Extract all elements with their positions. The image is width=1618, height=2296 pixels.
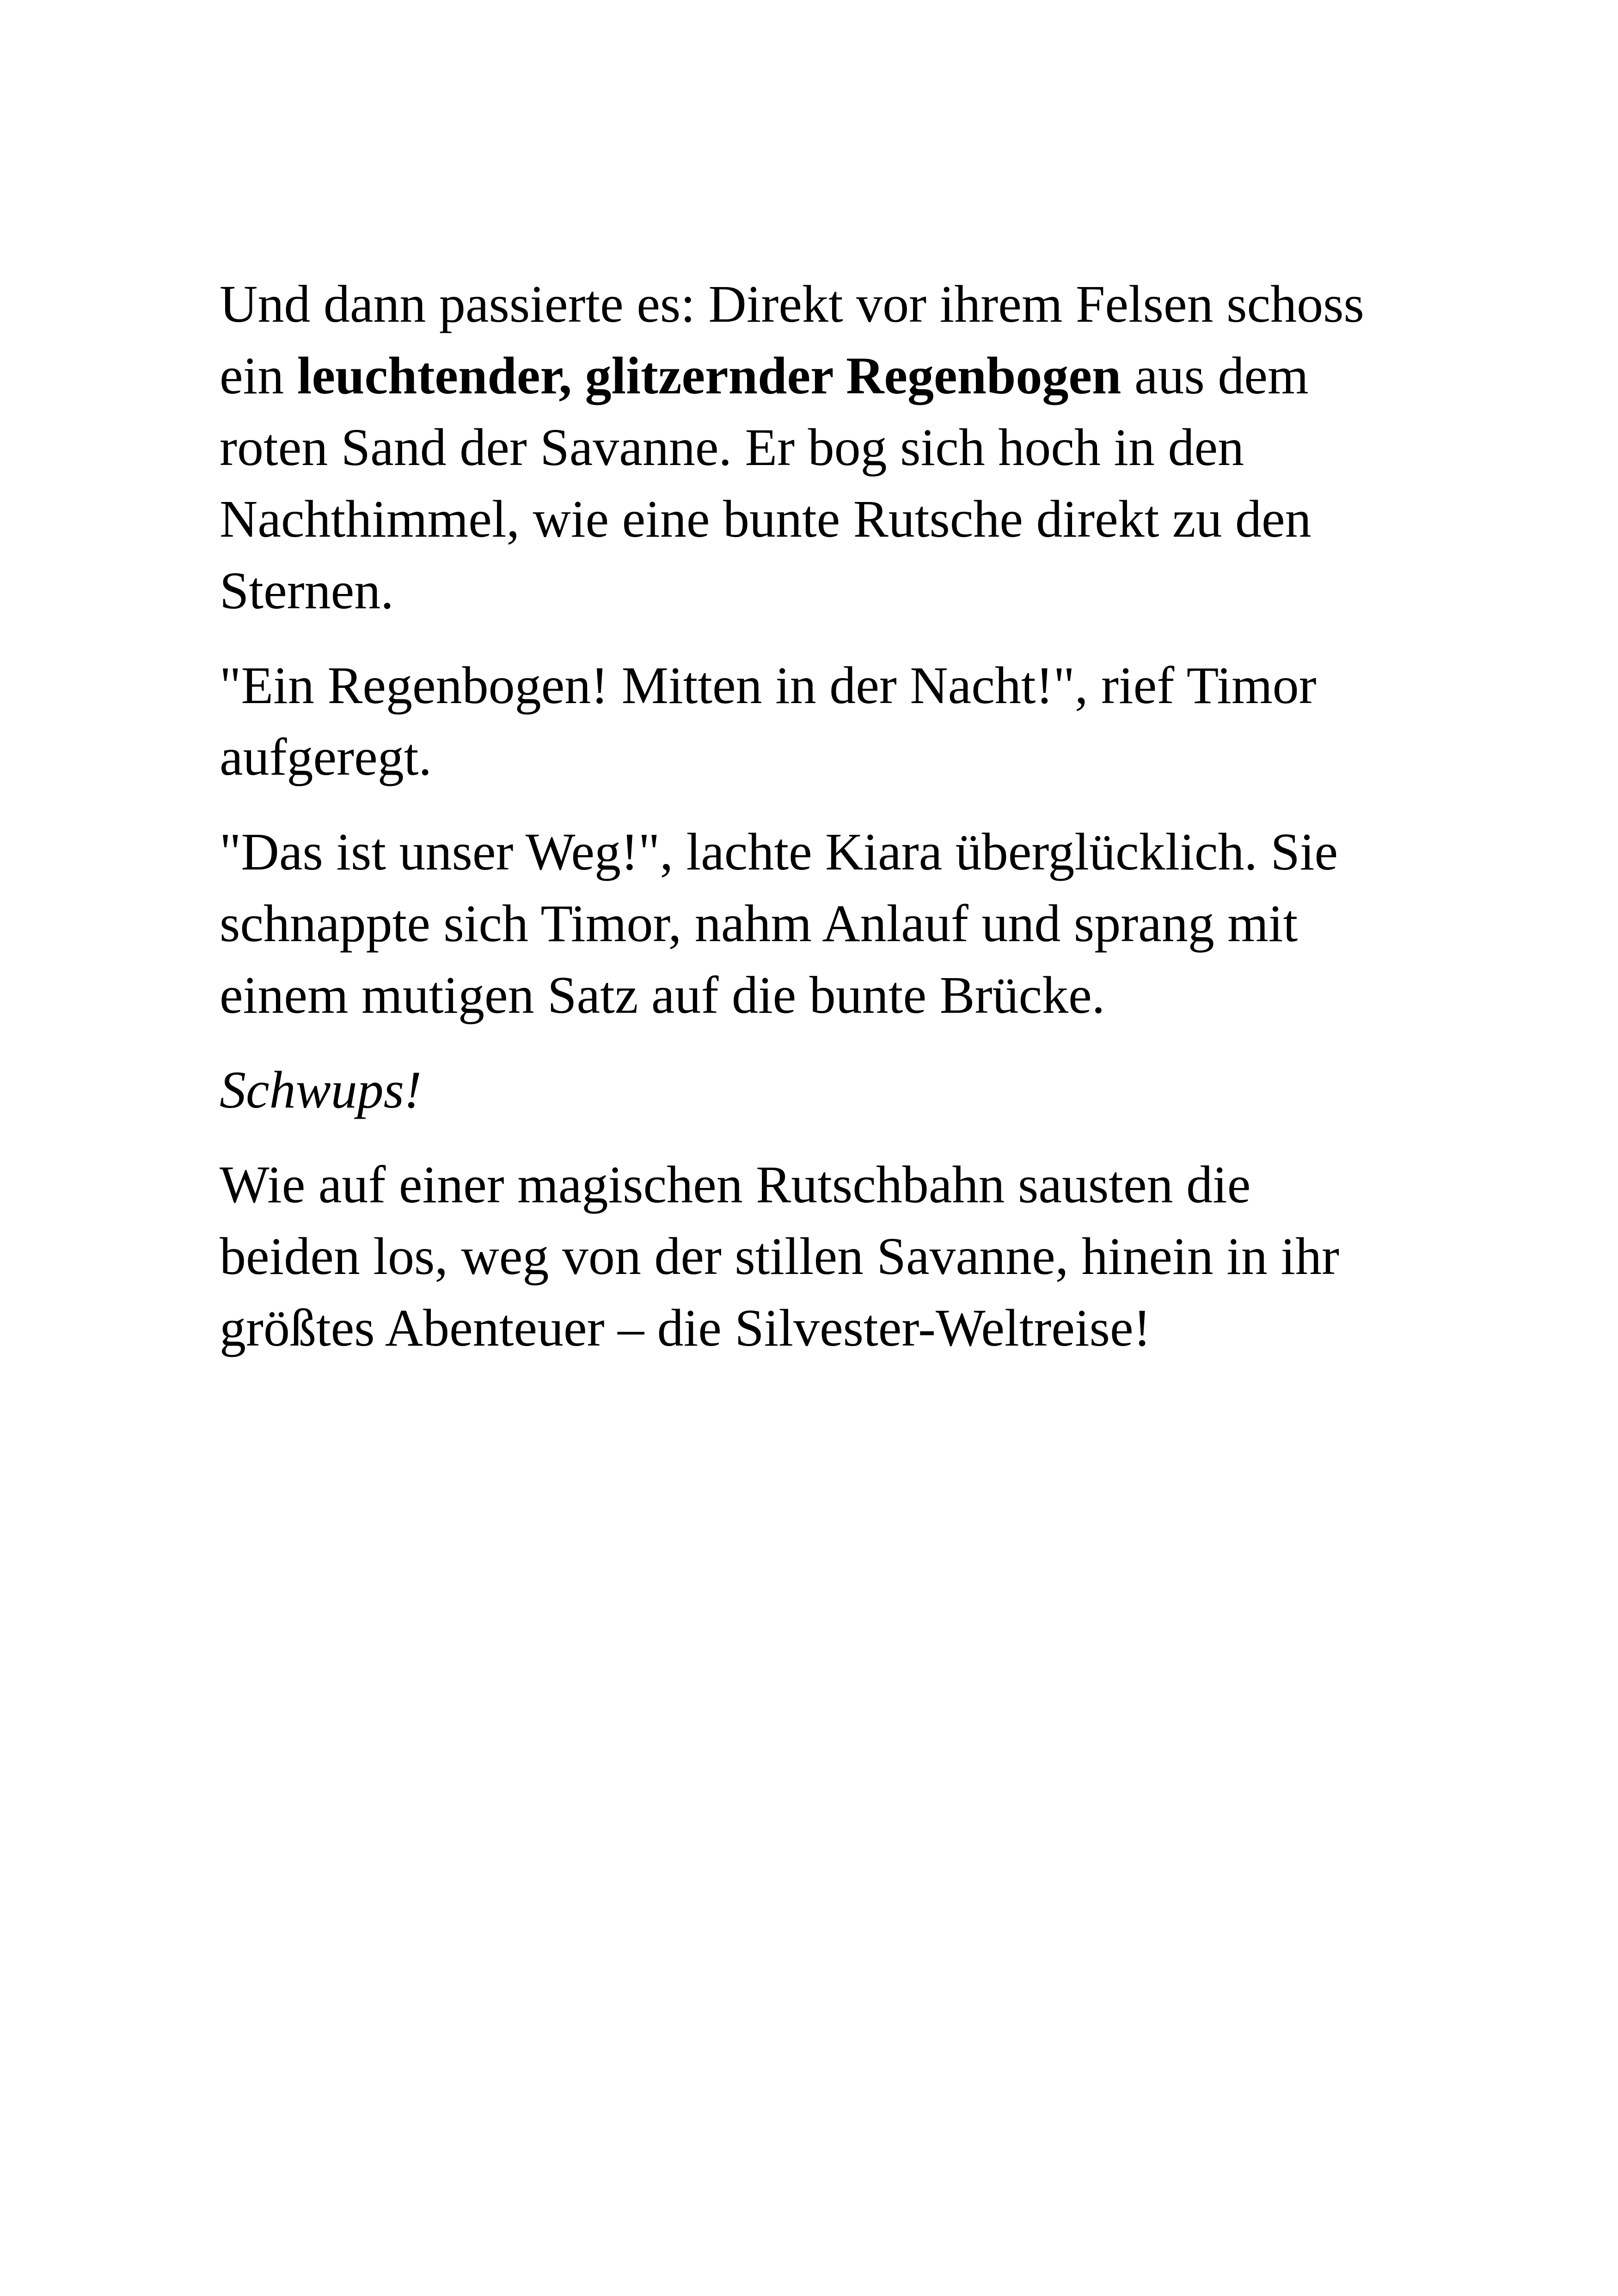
exclamation-italic: Schwups! — [220, 1060, 422, 1119]
paragraph-2: "Ein Regenbogen! Mitten in der Nacht!", rief Timor aufgeregt. — [220, 656, 1317, 786]
paragraph-4 — [220, 1054, 1403, 1126]
paragraph-1-rest: aus dem roten Sand der Savanne. Er bog sich hoch in den Nachthimmel, wie eine bunte Rutsche direkt zu den Sternen. — [220, 346, 1312, 620]
paragraph-1 — [220, 268, 1403, 626]
paragraph-1-intro: Und dann passierte es: Direkt vor ihrem Felsen schoss ein — [220, 275, 1364, 405]
paragraph-3: "Das ist unser Weg!", lachte Kiara überglücklich. Sie schnappte sich Timor, nahm Anlauf und sprang mit einem mutigen Satz auf die bunte Brücke. — [220, 822, 1338, 1024]
paragraph-5: Wie auf einer magischen Rutschbahn sausten die beiden los, weg von der stillen Savanne, hinein in ihr größtes Abenteuer – die Silvester-Weltreise! — [220, 1155, 1339, 1357]
paragraph-1-emphasis: leuchtender, glitzernder Regenbogen — [297, 346, 1122, 405]
story-text — [220, 268, 1403, 1387]
